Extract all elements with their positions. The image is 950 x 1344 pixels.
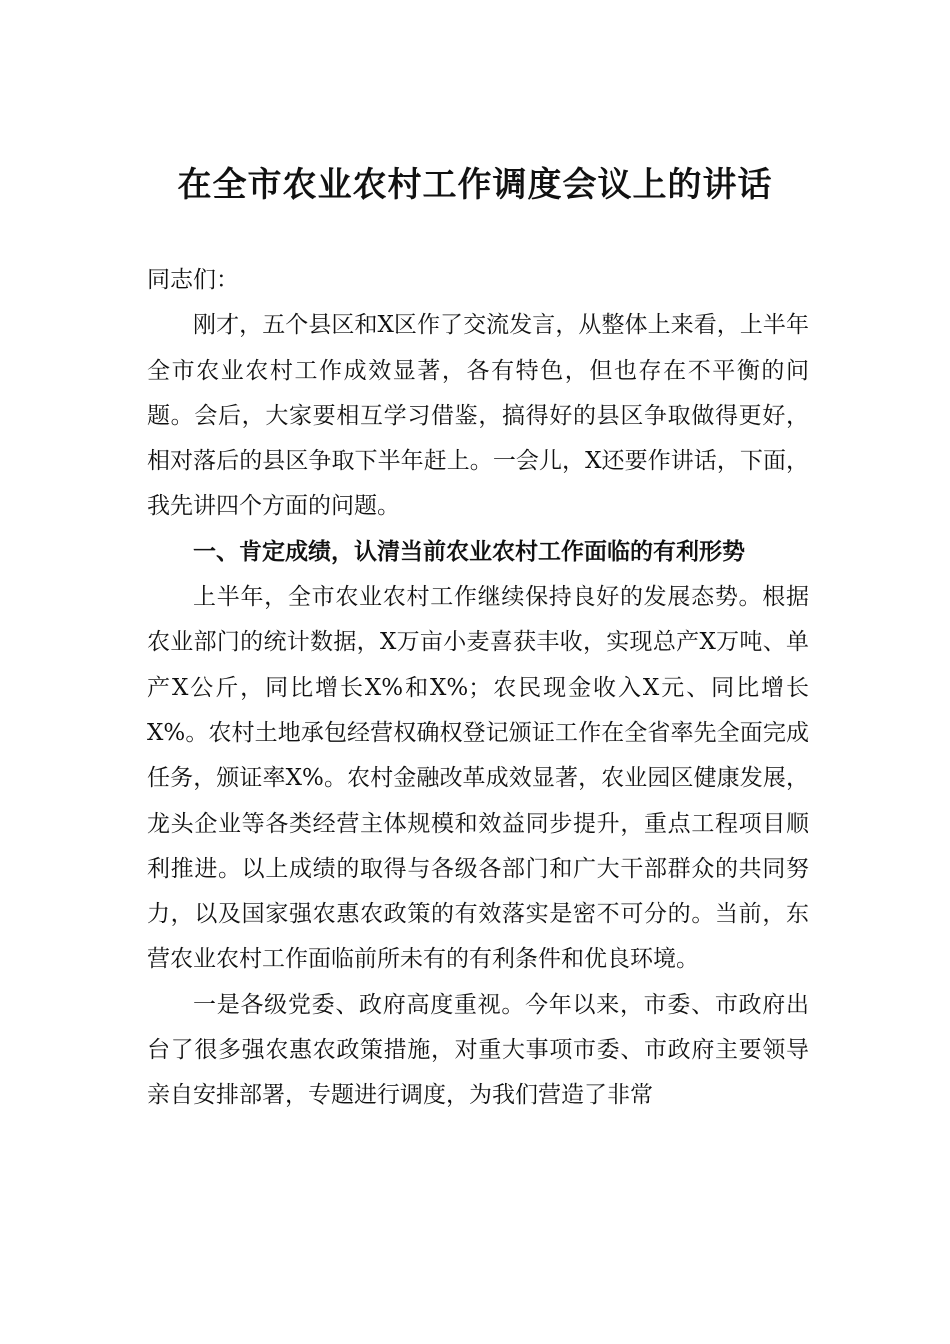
paragraph-achievements: 上半年，全市农业农村工作继续保持良好的发展态势。根据农业部门的统计数据，X万亩小麦喜获丰收，实现总产X万吨、单产X公斤，同比增长X%和X%；农民现金收入X元、同比增长X%。农村土地承包经营权确权登记颁证工作在全省率先全面完成任务，颁证率X%。农村金融改革成效显著，农业园区健康发展，龙头企业等各类经营主体规模和效益同步提升，重点工程项目顺利推进。以上成绩的取得与各级各部门和广大干部群众的共同努力，以及国家强农惠农政策的有效落实是密不可分的。当前，东营农业农村工作面临前所未有的有利条件和优良环境。 (147, 584, 809, 973)
paragraph-intro: 刚才，五个县区和X区作了交流发言，从整体上来看，上半年全市农业农村工作成效显著，各有特色，但也存在不平衡的问题。会后，大家要相互学习借鉴，搞得好的县区争取做得更好，相对落后的县区争取下半年赶上。一会儿，X还要作讲话，下面，我先讲四个方面的问题。 (147, 312, 809, 520)
document-title: 在全市农业农村工作调度会议上的讲话 (177, 165, 773, 205)
section-heading-1: 一、肯定成绩，认清当前农业农村工作面临的有利形势 (193, 538, 745, 565)
document-body (147, 258, 809, 1119)
paragraph-point-one: 一是各级党委、政府高度重视。今年以来，市委、市政府出台了很多强农惠农政策措施，对重大事项市委、市政府主要领导亲自安排部署，专题进行调度，为我们营造了非常 (147, 991, 809, 1109)
salutation: 同志们： (147, 267, 239, 293)
